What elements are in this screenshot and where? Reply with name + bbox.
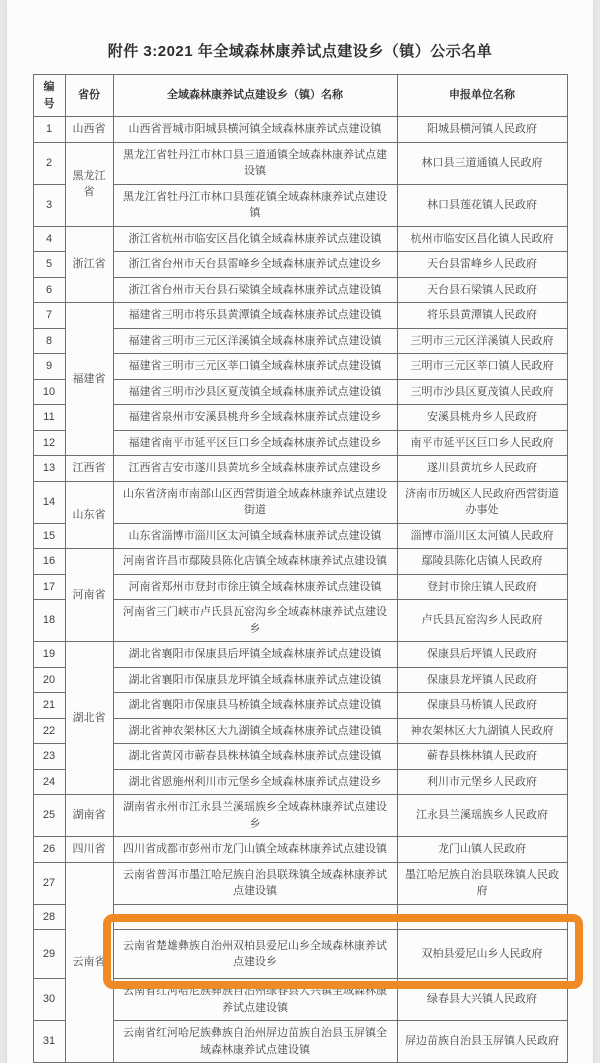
- cell-unit: 南平市延平区巨口乡人民政府: [397, 430, 567, 456]
- table-row: [33, 277, 567, 303]
- table-row: [33, 600, 567, 642]
- cell-unit: 天台县雷峰乡人民政府: [397, 252, 567, 278]
- table-header-cell: 申报单位名称: [397, 75, 567, 117]
- cell-number: 16: [33, 549, 65, 575]
- table-row: [33, 904, 567, 930]
- table-row: [33, 667, 567, 693]
- cell-province: 山东省: [65, 481, 113, 549]
- cell-number: 29: [33, 930, 65, 979]
- cell-province: 黑龙江省: [65, 142, 113, 226]
- cell-province: 湖北省: [65, 642, 113, 795]
- cell-name: 云南省普洱市墨江哈尼族自治县联珠镇全域森林康养试点建设镇: [113, 862, 397, 904]
- cell-unit: 江永县兰溪瑶族乡人民政府: [397, 795, 567, 837]
- cell-number: 26: [33, 837, 65, 863]
- cell-unit: 济南市历城区人民政府西营街道办事处: [397, 481, 567, 523]
- cell-number: 19: [33, 642, 65, 668]
- cell-province: 四川省: [65, 837, 113, 863]
- cell-name: 浙江省杭州市临安区昌化镇全域森林康养试点建设镇: [113, 226, 397, 252]
- table-row: [33, 252, 567, 278]
- table-row: [33, 795, 567, 837]
- cell-name: 江西省吉安市遂川县黄坑乡全域森林康养试点建设乡: [113, 456, 397, 482]
- table-row: [33, 930, 567, 979]
- cell-unit: 双柏县爱尼山乡人民政府: [397, 930, 567, 979]
- table-row: [33, 642, 567, 668]
- cell-unit: 保康县马桥镇人民政府: [397, 693, 567, 719]
- cell-name: 湖南省永州市江永县兰溪瑶族乡全域森林康养试点建设乡: [113, 795, 397, 837]
- cell-name: 山东省淄博市淄川区太河镇全域森林康养试点建设镇: [113, 523, 397, 549]
- cell-province: 云南省: [65, 862, 113, 1063]
- cell-unit: 三明市三元区莘口镇人民政府: [397, 354, 567, 380]
- cell-number: 2: [33, 142, 65, 184]
- cell-unit: 天台县石梁镇人民政府: [397, 277, 567, 303]
- cell-number: 5: [33, 252, 65, 278]
- cell-name: 福建省泉州市安溪县桃舟乡全域森林康养试点建设乡: [113, 405, 397, 431]
- cell-number: 6: [33, 277, 65, 303]
- cell-number: 11: [33, 405, 65, 431]
- document-title: 附件 3:2021 年全域森林康养试点建设乡（镇）公示名单: [107, 43, 493, 60]
- cell-unit: 龙门山镇人民政府: [397, 837, 567, 863]
- cell-name: 湖北省恩施州利川市元堡乡全域森林康养试点建设乡: [113, 769, 397, 795]
- cell-number: 17: [33, 574, 65, 600]
- table-header-cell: 省份: [65, 75, 113, 117]
- cell-name: 福建省南平市延平区巨口乡全域森林康养试点建设乡: [113, 430, 397, 456]
- cell-number: 24: [33, 769, 65, 795]
- table-row: [33, 354, 567, 380]
- table-row: [33, 226, 567, 252]
- cell-number: 13: [33, 456, 65, 482]
- cell-province: 山西省: [65, 117, 113, 143]
- cell-number: 22: [33, 718, 65, 744]
- table-row: [33, 549, 567, 575]
- cell-name: 山东省济南市南部山区西营街道全域森林康养试点建设街道: [113, 481, 397, 523]
- cell-number: 1: [33, 117, 65, 143]
- table-row: [33, 456, 567, 482]
- cell-name: 黑龙江省牡丹江市林口县莲花镇全域森林康养试点建设镇: [113, 184, 397, 226]
- cell-number: 30: [33, 979, 65, 1021]
- cell-name: 湖北省神农架林区大九湖镇全域森林康养试点建设镇: [113, 718, 397, 744]
- table-row: [33, 405, 567, 431]
- cell-unit: 墨江哈尼族自治县联珠镇人民政府: [397, 862, 567, 904]
- cell-number: 25: [33, 795, 65, 837]
- table-row: [33, 837, 567, 863]
- cell-name: 福建省三明市三元区莘口镇全域森林康养试点建设镇: [113, 354, 397, 380]
- cell-number: 7: [33, 303, 65, 329]
- cell-unit: 鄢陵县陈化店镇人民政府: [397, 549, 567, 575]
- cell-number: 18: [33, 600, 65, 642]
- table-row: [33, 328, 567, 354]
- cell-unit: 绿春县大兴镇人民政府: [397, 979, 567, 1021]
- table-row: [33, 693, 567, 719]
- cell-name: 湖北省襄阳市保康县后坪镇全域森林康养试点建设镇: [113, 642, 397, 668]
- cell-unit: 将乐县黄潭镇人民政府: [397, 303, 567, 329]
- table-row: [33, 379, 567, 405]
- cell-name: 浙江省台州市天台县雷峰乡全域森林康养试点建设乡: [113, 252, 397, 278]
- cell-number: 20: [33, 667, 65, 693]
- cell-name: 福建省三明市沙县区夏茂镇全域森林康养试点建设镇: [113, 379, 397, 405]
- cell-name: 河南省郑州市登封市徐庄镇全域森林康养试点建设镇: [113, 574, 397, 600]
- table-header-cell: 全域森林康养试点建设乡（镇）名称: [113, 75, 397, 117]
- cell-number: 12: [33, 430, 65, 456]
- cell-province: 浙江省: [65, 226, 113, 303]
- cell-unit: 三明市三元区洋溪镇人民政府: [397, 328, 567, 354]
- cell-unit: 遂川县黄坑乡人民政府: [397, 456, 567, 482]
- cell-name: 黑龙江省牡丹江市林口县三道通镇全域森林康养试点建设镇: [113, 142, 397, 184]
- table-row: [33, 430, 567, 456]
- cell-name: 山西省晋城市阳城县横河镇全域森林康养试点建设镇: [113, 117, 397, 143]
- cell-unit: 阳城县横河镇人民政府: [397, 117, 567, 143]
- cell-name: 湖北省襄阳市保康县马桥镇全域森林康养试点建设镇: [113, 693, 397, 719]
- cell-unit: 淄博市淄川区太河镇人民政府: [397, 523, 567, 549]
- cell-unit: 安溪县桃舟乡人民政府: [397, 405, 567, 431]
- cell-number: 31: [33, 1021, 65, 1063]
- table-row: [33, 117, 567, 143]
- cell-name: 云南省红河哈尼族彝族自治州绿春县大兴镇全域森林康养试点建设镇: [113, 979, 397, 1021]
- cell-name: 河南省三门峡市卢氏县瓦窑沟乡全域森林康养试点建设乡: [113, 600, 397, 642]
- cell-unit: 林口县莲花镇人民政府: [397, 184, 567, 226]
- table-row: [33, 744, 567, 770]
- cell-number: 27: [33, 862, 65, 904]
- cell-number: 8: [33, 328, 65, 354]
- table-row: [33, 142, 567, 184]
- cell-unit: 蕲春县株林镇人民政府: [397, 744, 567, 770]
- cell-name: 湖北省黄冈市蕲春县株林镇全域森林康养试点建设镇: [113, 744, 397, 770]
- cell-number: 21: [33, 693, 65, 719]
- table-row: [33, 769, 567, 795]
- table-row: [33, 303, 567, 329]
- cell-province: 福建省: [65, 303, 113, 456]
- cell-unit: 登封市徐庄镇人民政府: [397, 574, 567, 600]
- cell-number: 23: [33, 744, 65, 770]
- document-page: [7, 0, 593, 1063]
- table-row: [33, 184, 567, 226]
- cell-name: 云南省楚雄彝族自治州双柏县爱尼山乡全域森林康养试点建设乡: [113, 930, 397, 979]
- cell-unit: 保康县后坪镇人民政府: [397, 642, 567, 668]
- cell-name: 云南省红河哈尼族彝族自治州屏边苗族自治县玉屏镇全域森林康养试点建设镇: [113, 1021, 397, 1063]
- table-row: [33, 523, 567, 549]
- cell-unit: 保康县龙坪镇人民政府: [397, 667, 567, 693]
- cell-province: 河南省: [65, 549, 113, 642]
- table-header: [33, 75, 567, 117]
- cell-name: [113, 904, 397, 930]
- cell-number: 3: [33, 184, 65, 226]
- cell-name: 河南省许昌市鄢陵县陈化店镇全域森林康养试点建设镇: [113, 549, 397, 575]
- cell-number: 15: [33, 523, 65, 549]
- cell-unit: 卢氏县瓦窑沟乡人民政府: [397, 600, 567, 642]
- cell-province: 湖南省: [65, 795, 113, 837]
- cell-number: 9: [33, 354, 65, 380]
- cell-name: 四川省成都市彭州市龙门山镇全域森林康养试点建设镇: [113, 837, 397, 863]
- cell-province: 江西省: [65, 456, 113, 482]
- cell-unit: 杭州市临安区昌化镇人民政府: [397, 226, 567, 252]
- cell-unit: 利川市元堡乡人民政府: [397, 769, 567, 795]
- table-row: [33, 979, 567, 1021]
- cell-name: 湖北省襄阳市保康县龙坪镇全域森林康养试点建设镇: [113, 667, 397, 693]
- cell-unit: 林口县三道通镇人民政府: [397, 142, 567, 184]
- cell-name: 福建省三明市将乐县黄潭镇全域森林康养试点建设镇: [113, 303, 397, 329]
- table-header-cell: 编号: [33, 75, 65, 117]
- cell-number: 14: [33, 481, 65, 523]
- table-row: [33, 1021, 567, 1063]
- cell-number: 10: [33, 379, 65, 405]
- cell-unit: [397, 904, 567, 930]
- cell-name: 浙江省台州市天台县石梁镇全域森林康养试点建设镇: [113, 277, 397, 303]
- table-row: [33, 481, 567, 523]
- cell-unit: 屏边苗族自治县玉屏镇人民政府: [397, 1021, 567, 1063]
- cell-name: 福建省三明市三元区洋溪镇全域森林康养试点建设镇: [113, 328, 397, 354]
- cell-unit: 神农架林区大九湖镇人民政府: [397, 718, 567, 744]
- cell-unit: 三明市沙县区夏茂镇人民政府: [397, 379, 567, 405]
- table-row: [33, 718, 567, 744]
- table-row: [33, 574, 567, 600]
- table-row: [33, 862, 567, 904]
- cell-number: 28: [33, 904, 65, 930]
- cell-number: 4: [33, 226, 65, 252]
- roster-table: [33, 74, 568, 1063]
